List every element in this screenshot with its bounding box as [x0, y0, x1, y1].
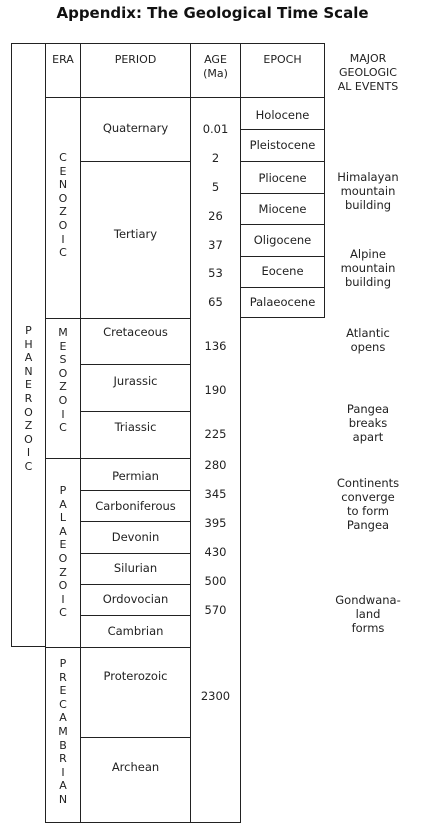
epoch-divider — [240, 161, 325, 162]
period-divider — [80, 521, 191, 522]
period-tertiary: Tertiary — [113, 227, 158, 241]
age-value: 37 — [208, 238, 223, 252]
page-title: Appendix: The Geological Time Scale — [56, 4, 369, 22]
age-value: 2 — [211, 151, 220, 165]
age-value: 225 — [204, 427, 227, 441]
period-permian: Permian — [112, 469, 159, 483]
epoch-divider — [240, 129, 325, 130]
event-alpine-mountain-building: Alpine mountain building — [340, 247, 396, 289]
period-jurassic: Jurassic — [113, 374, 158, 388]
epoch-divider — [240, 256, 325, 257]
age-value: 280 — [204, 458, 227, 472]
epoch-divider — [240, 224, 325, 225]
era-label-cenozoic: C E N O Z O I C — [58, 151, 68, 260]
period-cretaceous: Cretaceous — [103, 325, 168, 339]
period-ordovocian: Ordovocian — [102, 592, 169, 606]
age-value: 395 — [204, 516, 227, 530]
eon-label-phanerozoic: P H A N E R O Z O I C — [24, 324, 33, 473]
header-period: PERIOD — [114, 53, 157, 66]
epoch-eocene: Eocene — [261, 264, 304, 278]
period-silurian: Silurian — [113, 561, 158, 575]
header-epoch: EPOCH — [263, 53, 302, 66]
period-quaternary: Quaternary — [102, 121, 169, 135]
event-continents-converge: Continents converge to form Pangea — [336, 476, 400, 532]
age-value: 26 — [208, 209, 223, 223]
epoch-holocene: Holocene — [255, 108, 310, 122]
period-archean: Archean — [111, 760, 160, 774]
period-carboniferous: Carboniferous — [95, 499, 176, 513]
header-divider — [45, 97, 325, 98]
age-value: 0.01 — [202, 122, 229, 136]
era-label-precambrian: P R E C A M B R I A N — [58, 657, 68, 806]
period-proterozoic: Proterozoic — [103, 669, 168, 683]
period-divider — [80, 584, 191, 585]
period-divider — [80, 737, 191, 738]
header-major-events: MAJOR GEOLOGIC AL EVENTS — [337, 52, 399, 93]
epoch-divider — [240, 287, 325, 288]
period-cambrian: Cambrian — [107, 624, 164, 638]
header-age: AGE (Ma) — [203, 53, 228, 80]
era-label-palaeozoic: P A L A E O Z O I C — [58, 484, 68, 620]
epoch-oligocene: Oligocene — [253, 233, 312, 247]
age-value: 2300 — [200, 689, 231, 703]
age-value: 430 — [204, 545, 227, 559]
age-value: 65 — [208, 295, 223, 309]
epoch-palaeocene: Palaeocene — [249, 295, 316, 309]
period-divider — [80, 411, 191, 412]
age-value: 53 — [208, 266, 223, 280]
event-pangea-breaks-apart: Pangea breaks apart — [346, 402, 390, 444]
age-value: 500 — [204, 574, 227, 588]
era-divider-mesozoic-palaeozoic — [45, 458, 191, 459]
period-divider — [80, 161, 191, 162]
era-divider-palaeozoic-precambrian — [45, 647, 191, 648]
period-divider — [80, 615, 191, 616]
epoch-miocene: Miocene — [258, 202, 307, 216]
period-devonin: Devonin — [111, 530, 160, 544]
event-atlantic-opens: Atlantic opens — [346, 326, 390, 354]
period-divider — [80, 553, 191, 554]
period-triassic: Triassic — [114, 420, 157, 434]
age-value: 570 — [204, 603, 227, 617]
event-gondwanaland-forms: Gondwana- land forms — [335, 593, 401, 635]
age-value: 136 — [204, 339, 227, 353]
epoch-pliocene: Pliocene — [258, 171, 307, 185]
period-divider — [80, 490, 191, 491]
era-divider-cenozoic-mesozoic — [45, 318, 191, 319]
age-value: 190 — [204, 383, 227, 397]
era-label-mesozoic: M E S O Z O I C — [58, 326, 68, 435]
header-era: ERA — [52, 53, 74, 66]
epoch-pleistocene: Pleistocene — [249, 138, 316, 152]
epoch-divider — [240, 193, 325, 194]
event-himalayan-mountain-building: Himalayan mountain building — [337, 170, 399, 212]
period-divider — [80, 364, 191, 365]
age-value: 345 — [204, 487, 227, 501]
age-value: 5 — [211, 180, 220, 194]
